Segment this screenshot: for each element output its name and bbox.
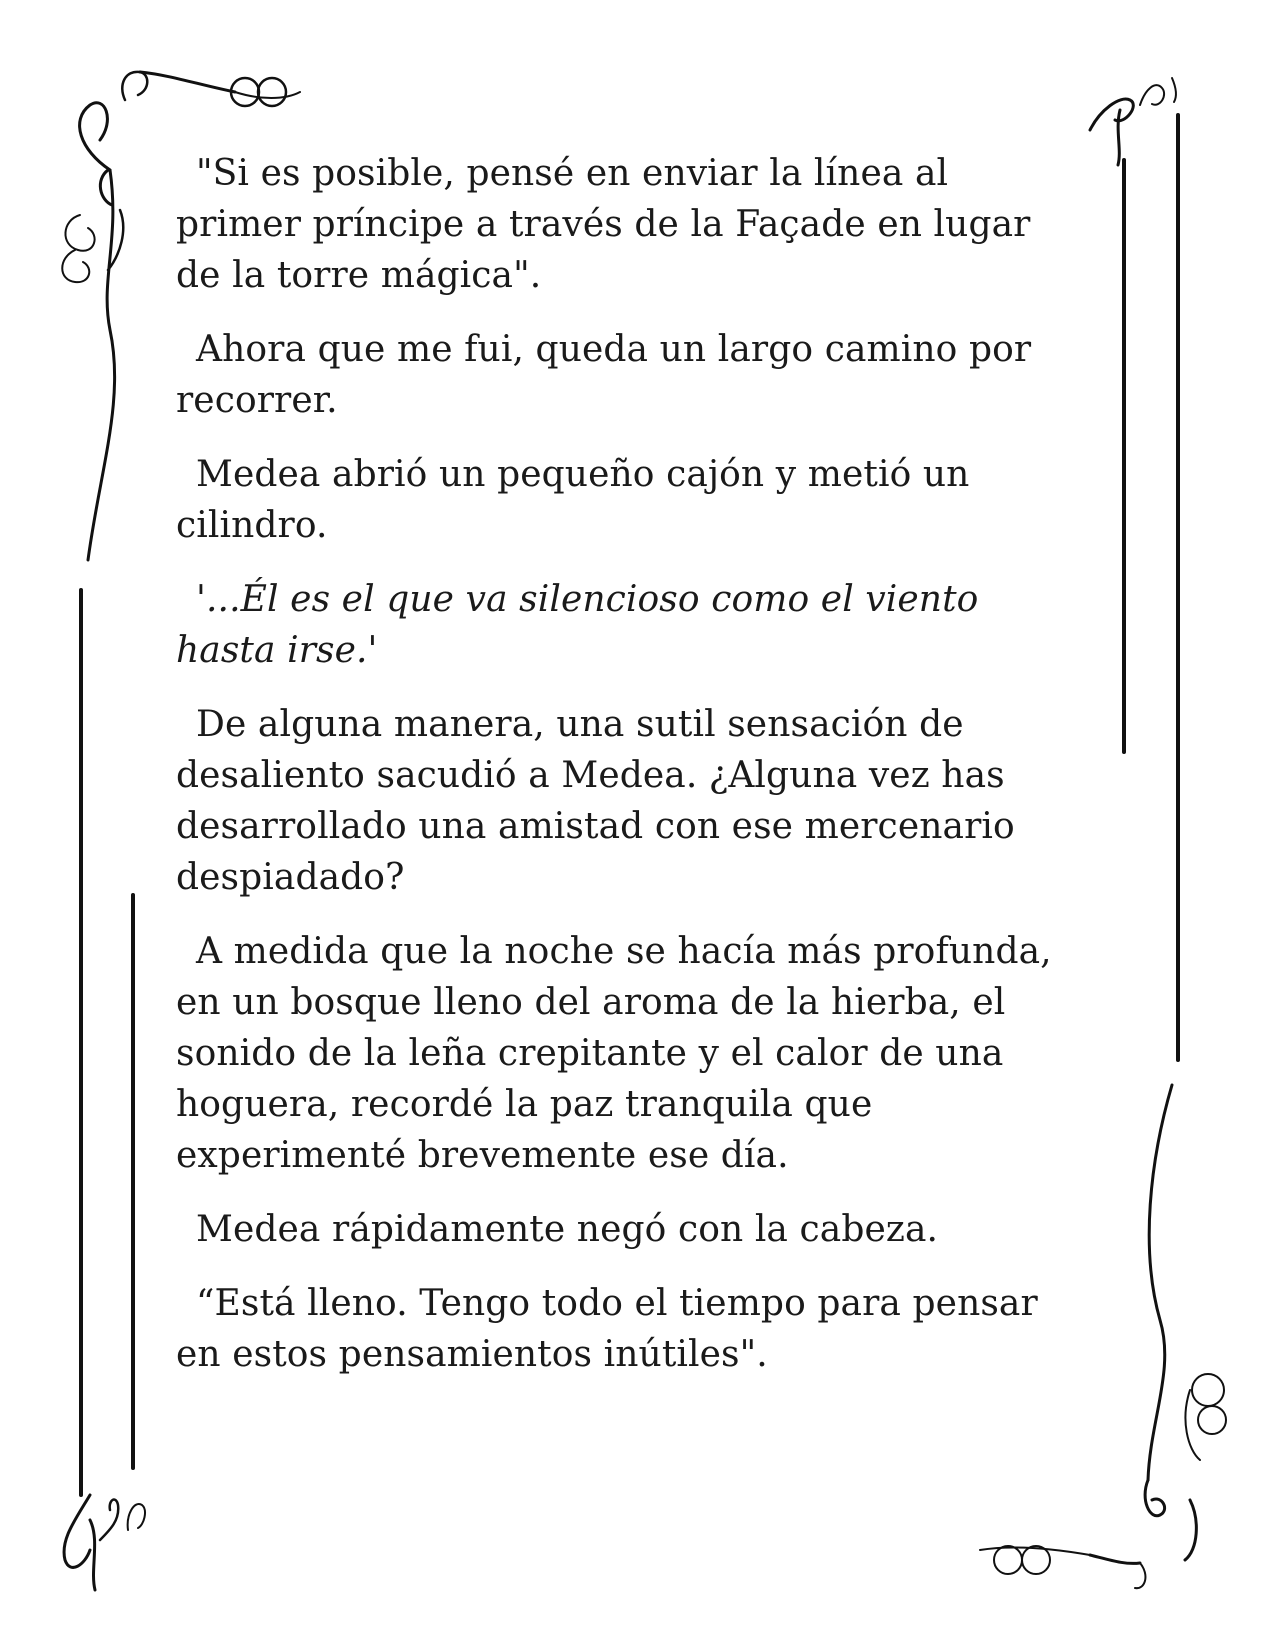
paragraph-3: Medea abrió un pequeño cajón y metió un cilindro. bbox=[176, 454, 970, 546]
paragraph-4-thought: '...Él es el que va silencioso como el viento hasta irse.' bbox=[176, 579, 979, 671]
paragraph-7: Medea rápidamente negó con la cabeza. bbox=[196, 1209, 939, 1250]
paragraph-1: "Si es posible, pensé en enviar la línea al primer príncipe a través de la Façade en lugar de la torre mágica". bbox=[176, 153, 1031, 296]
top-right-flourish bbox=[1090, 78, 1176, 165]
paragraph-6: A medida que la noche se hacía más profunda, en un bosque lleno del aroma de la hierba, el sonido de la leña crepitante y el calor de una hoguera, recordé la paz tranquila que experimenté brevemente ese día. bbox=[176, 931, 1052, 1176]
page-text bbox=[176, 148, 1081, 1403]
paragraph-5: De alguna manera, una sutil sensación de desaliento sacudió a Medea. ¿Alguna vez has desarrollado una amistad con ese mercenario despiadado? bbox=[176, 704, 1015, 898]
paragraph-2: Ahora que me fui, queda un largo camino por recorrer. bbox=[176, 329, 1032, 421]
bottom-left-flourish bbox=[64, 1495, 145, 1590]
paragraph-8: “Está lleno. Tengo todo el tiempo para pensar en estos pensamientos inútiles". bbox=[176, 1283, 1038, 1375]
